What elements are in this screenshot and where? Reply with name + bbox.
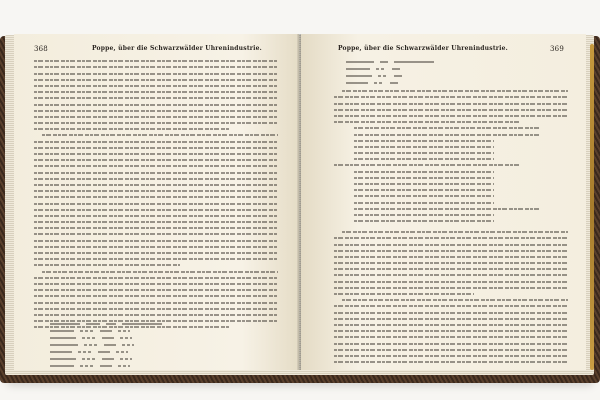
right-running-head: Poppe, über die Schwarzwälder Uhrenindustrie.: [338, 45, 508, 52]
left-page-body-text: [34, 56, 278, 328]
left-page-header: [14, 45, 299, 55]
left-page-table: [50, 320, 168, 369]
gilt-edge: [590, 44, 594, 370]
left-page: [14, 34, 299, 370]
right-page-table: [346, 58, 440, 86]
right-page-number: 369: [550, 45, 564, 53]
left-running-head: Poppe, über die Schwarzwälder Uhrenindustrie.: [92, 45, 262, 52]
left-page-number: 368: [34, 45, 48, 53]
right-page-body-text: [334, 86, 568, 363]
right-page-header: [301, 45, 586, 55]
right-page: [301, 34, 586, 370]
